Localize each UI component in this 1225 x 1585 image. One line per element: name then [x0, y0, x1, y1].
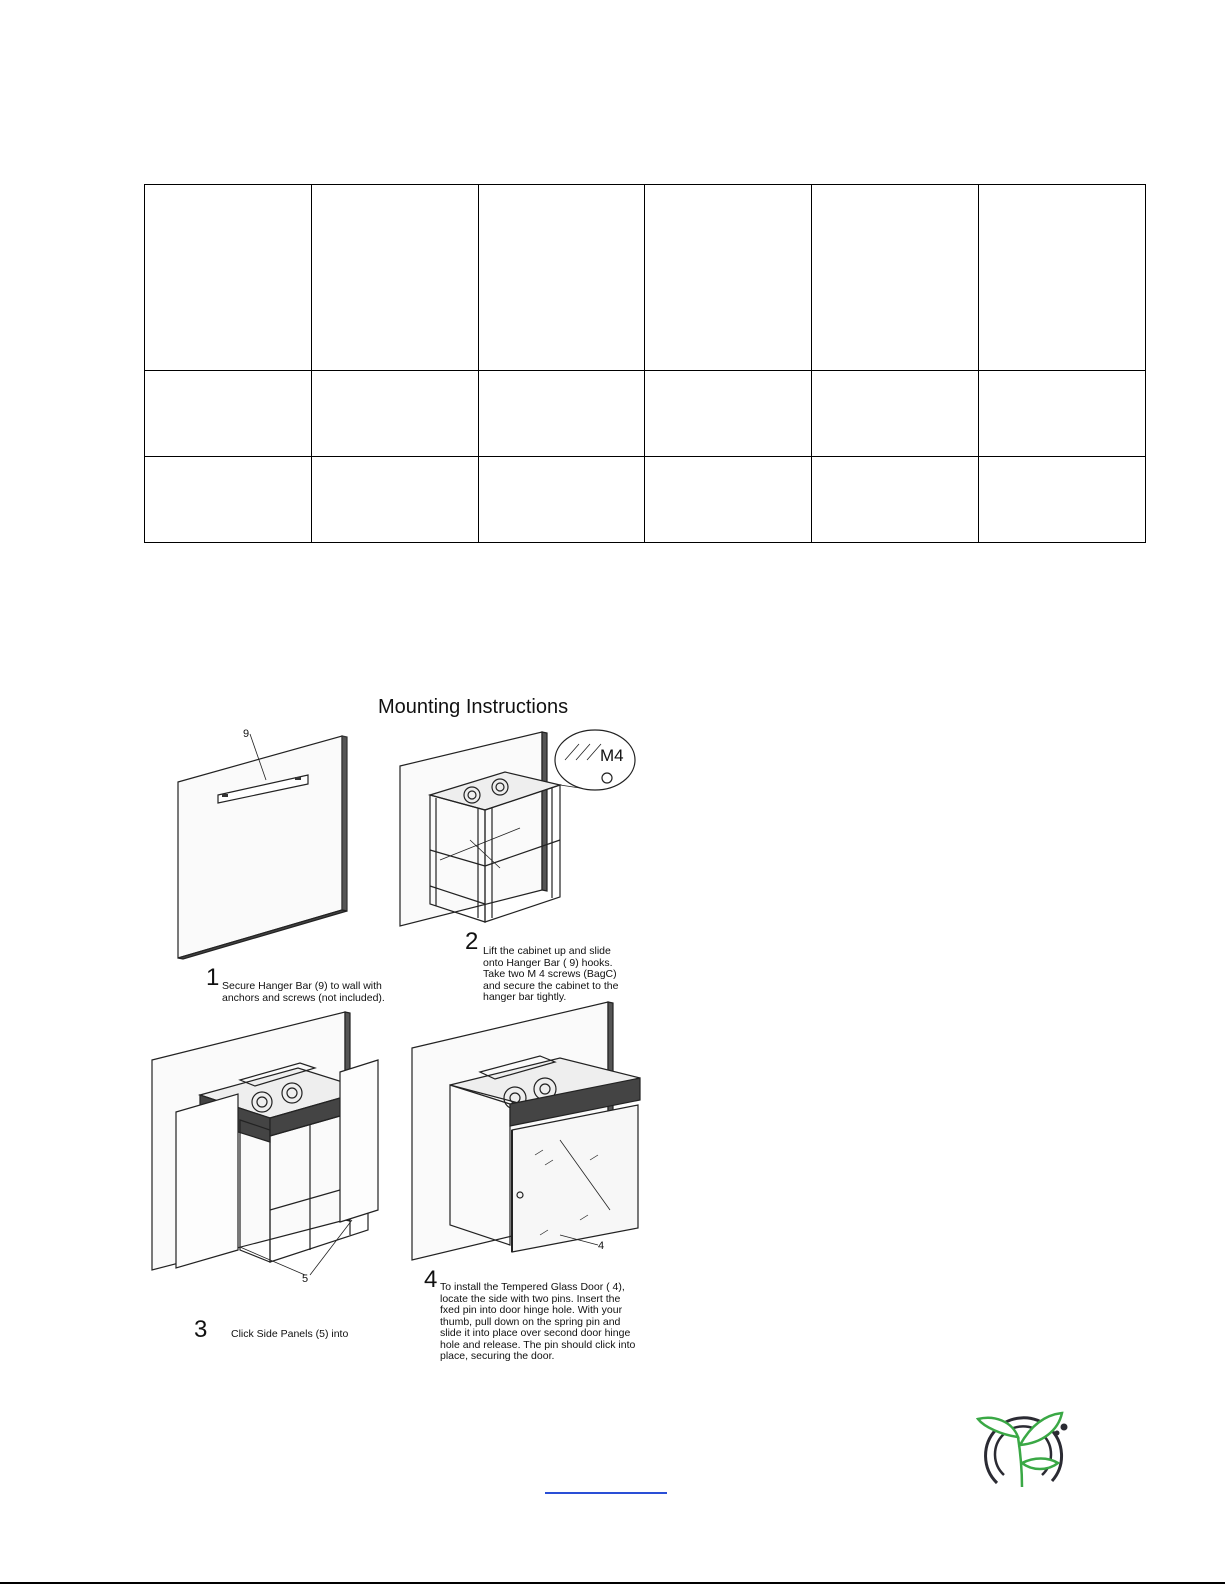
- table-cell: [979, 457, 1146, 543]
- table-cell: [645, 185, 812, 371]
- step-1-number: 1: [206, 964, 220, 991]
- table-cell: [145, 185, 312, 371]
- table-cell: [979, 185, 1146, 371]
- table-row: [145, 185, 1146, 371]
- table-cell: [645, 457, 812, 543]
- step-3-number: 3: [194, 1316, 208, 1343]
- table-cell: [478, 185, 645, 371]
- callout-glass-door: 4: [598, 1240, 605, 1252]
- spec-table: [144, 184, 1146, 543]
- table-cell: [311, 457, 478, 543]
- step-1-illustration: [178, 734, 347, 959]
- table-cell: [311, 371, 478, 457]
- table-cell: [478, 371, 645, 457]
- table-cell: [645, 371, 812, 457]
- mounting-diagram: [140, 690, 660, 1380]
- mounting-instructions-figure: [140, 690, 660, 1380]
- sprout-logo-icon: [972, 1405, 1072, 1495]
- table-cell: [812, 185, 979, 371]
- step-2-number: 2: [465, 928, 479, 955]
- step-2-text: Lift the cabinet up and slide onto Hanger Bar ( 9) hooks. Take two M 4 screws (BagC) and secure the cabinet to the hanger bar tightly.: [483, 945, 619, 1003]
- step-3-text: Click Side Panels (5) into: [231, 1328, 349, 1340]
- table-cell: [145, 371, 312, 457]
- table-row: [145, 457, 1146, 543]
- table-cell: [478, 457, 645, 543]
- step-4-illustration: [412, 1002, 640, 1260]
- callout-side-panels: 5: [302, 1273, 309, 1285]
- step-1-text: Secure Hanger Bar (9) to wall with anchors and screws (not included).: [222, 980, 385, 1004]
- footer-link-underline[interactable]: [545, 1492, 667, 1494]
- table-cell: [979, 371, 1146, 457]
- table-cell: [812, 457, 979, 543]
- table-cell: [145, 457, 312, 543]
- figure-title: Mounting Instructions: [378, 696, 569, 718]
- bottom-rule: [0, 1582, 1225, 1584]
- step-3-illustration: [152, 1012, 378, 1275]
- step-4-number: 4: [424, 1266, 438, 1293]
- table-cell: [311, 185, 478, 371]
- step-4-text: To install the Tempered Glass Door ( 4), locate the side with two pins. Insert the fxed pin into door hinge hole. With your thumb, pull down on the spring pin and slide it into place over second door hinge hole and release. The pin should click into place, securing the door.: [440, 1281, 636, 1362]
- table-cell: [812, 371, 979, 457]
- callout-hanger-bar: 9: [243, 728, 250, 740]
- m4-label: M4: [600, 746, 624, 765]
- table-row: [145, 371, 1146, 457]
